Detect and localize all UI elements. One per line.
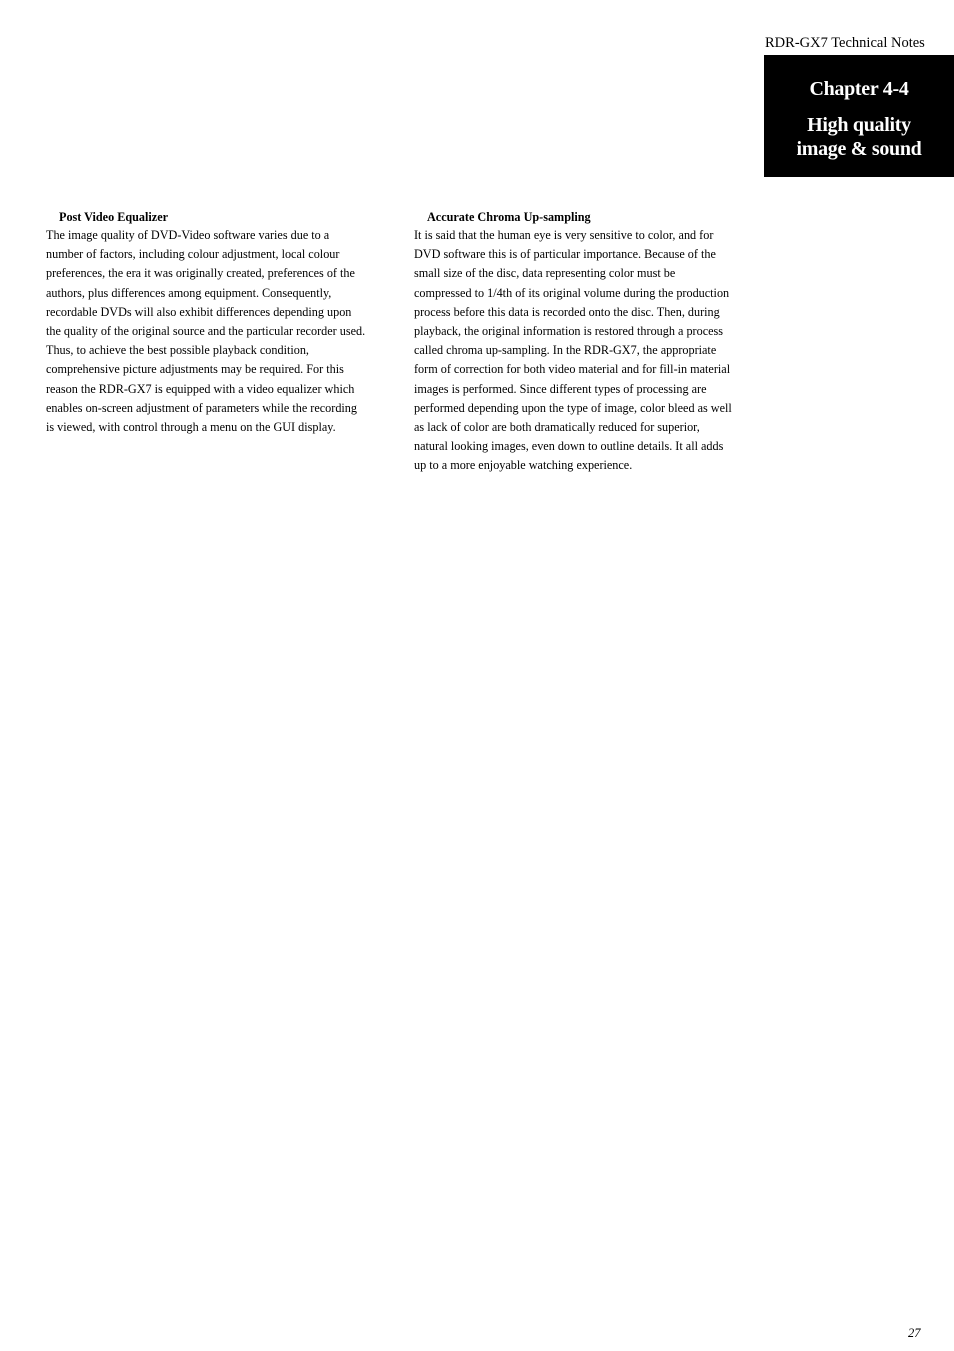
chapter-subtitle-line: High quality [807,114,911,136]
body-line: preferences, the era it was originally created, preferences of the [46,266,355,281]
body-line: enables on-screen adjustment of parameters while the recording [46,400,357,415]
chapter-subtitle [764,113,954,161]
page-number: 27 [908,1326,921,1340]
chapter-label: Chapter 4-4 [809,78,909,100]
body-line: natural looking images, even down to outline details. It all adds [414,439,724,454]
section-accurate-chroma-up-sampling [414,208,759,476]
body-line: number of factors, including colour adjustment, local colour [46,247,340,262]
document-title: RDR-GX7 Technical Notes [765,35,925,51]
body-line: called chroma up-sampling. In the RDR-GX7, the appropriate [414,343,717,358]
body-line: the quality of the original source and the particular recorder used. [46,324,366,339]
body-line: as lack of color are both dramatically reduced for superior, [414,420,700,435]
body-line: form of correction for both video material and for fill-in material [414,362,731,377]
chapter-subtitle-line: image & sound [796,138,922,160]
body-line: performed depending upon the type of image, color bleed as well [414,400,732,415]
section-body [46,226,391,437]
body-line: small size of the disc, data representing color must be [414,266,676,281]
section-heading: Accurate Chroma Up-sampling [427,210,591,224]
body-line: playback, the original information is restored through a process [414,324,724,339]
body-line: images is performed. Since different types of processing are [414,381,707,396]
body-line: recordable DVDs will also exhibit differences depending upon [46,304,352,319]
body-line: comprehensive picture adjustments may be required. For this [46,362,344,377]
body-line: authors, plus differences among equipment. Consequently, [46,285,332,300]
body-line: DVD software this is of particular importance. Because of the [414,247,716,262]
body-line: compressed to 1/4th of its original volume during the production [414,285,730,300]
body-line: reason the RDR-GX7 is equipped with a video equalizer which [46,381,355,396]
chapter-banner [764,55,954,177]
body-line: process before this data is recorded onto the disc. Then, during [414,304,720,319]
body-line: It is said that the human eye is very sensitive to color, and for [414,228,714,242]
section-body [414,226,759,476]
body-line: is viewed, with control through a menu on the GUI display. [46,420,336,435]
section-heading: Post Video Equalizer [59,210,169,224]
body-line: Thus, to achieve the best possible playback condition, [46,343,309,358]
section-post-video-equalizer [46,208,391,437]
body-line: up to a more enjoyable watching experience. [414,458,633,473]
body-line: The image quality of DVD-Video software varies due to a [46,228,330,242]
